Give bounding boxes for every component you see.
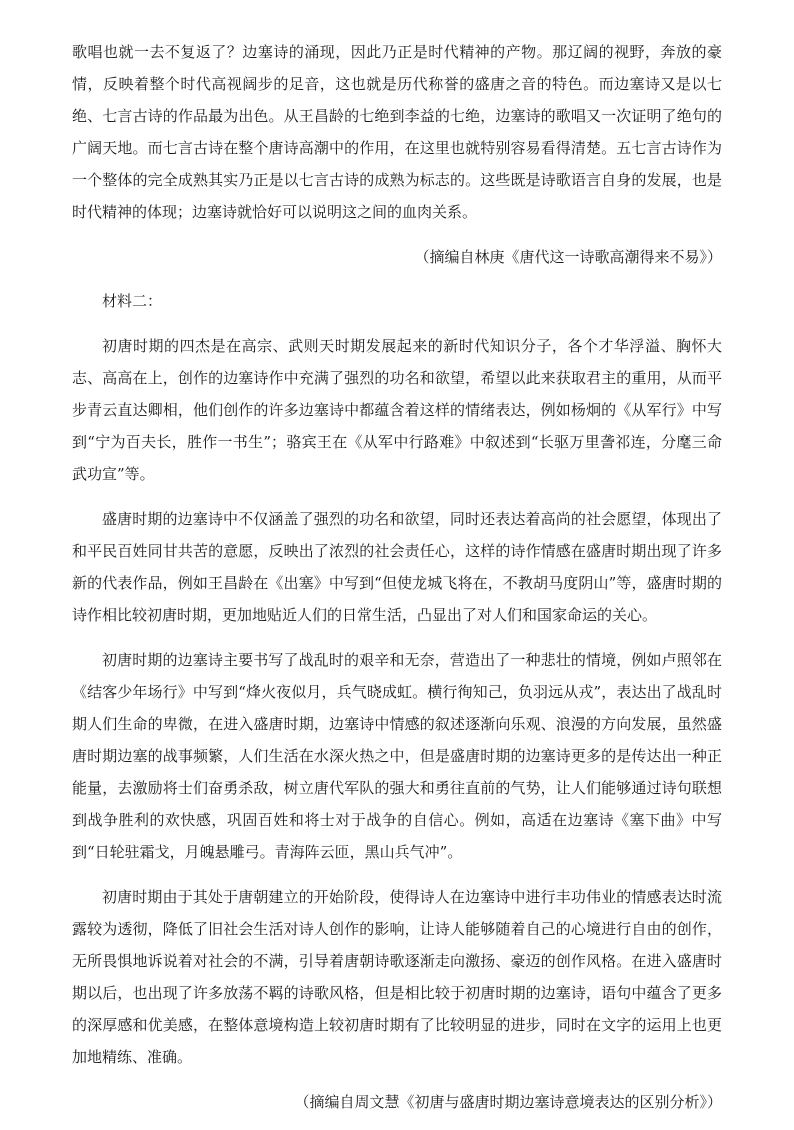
material2-source: （摘编自周文慧《初唐与盛唐时期边塞诗意境表达的区别分析》） xyxy=(294,1093,722,1111)
material2-paragraph-1: 初唐时期的四杰是在高宗、武则天时期发展起来的新时代知识分子，各个才华浮溢、胸怀大志、高高在上，创作的边塞诗作中充满了强烈的功名和欲望，希望以此来获取君主的重用，从而平步青云直达卿相，他们创作的许多边塞诗中都蕴含着这样的情绪表达，例如杨炯的《从军行》中写到“宁为百夫长，胜作一书生”；骆宾王在《从军中行路难》中叙述到“长驱万里詟祁连，分麾三命武功宣”等。 xyxy=(72,337,722,483)
material2-paragraph-2: 盛唐时期的边塞诗中不仅涵盖了强烈的功名和欲望，同时还表达着高尚的社会愿望，体现出了和平民百姓同甘共苦的意愿，反映出了浓烈的社会责任心，这样的诗作情感在盛唐时期出现了许多新的代表作品，例如王昌龄在《出塞》中写到“但使龙城飞将在，不教胡马度阴山”等，盛唐时期的诗作相比较初唐时期，更加地贴近人们的日常生活，凸显出了对人们和国家命运的关心。 xyxy=(72,510,722,624)
material2-label: 材料二： xyxy=(102,292,163,310)
document-page xyxy=(72,36,722,1130)
material1-source: （摘编自林庚《唐代这一诗歌高潮得来不易》） xyxy=(414,248,722,266)
material2-paragraph-4: 初唐时期由于其处于唐朝建立的开始阶段，使得诗人在边塞诗中进行丰功伟业的情感表达时流露较为透彻，降低了旧社会生活对诗人创作的影响，让诗人能够随着自己的心境进行自由的创作，无所畏惧地诉说着对社会的不满，引导着唐朝诗歌逐渐走向激扬、豪迈的创作风格。在进入盛唐时期以后，也出现了许多放荡不羁的诗歌风格，但是相比较于初唐时期的边塞诗，语句中蕴含了更多的深厚感和优美感，在整体意境构造上较初唐时期有了比较明显的进步，同时在文字的运用上也更加地精练、准确。 xyxy=(72,888,722,1066)
material1-paragraph: 歌唱也就一去不复返了？边塞诗的涌现，因此乃正是时代精神的产物。那辽阔的视野，奔放的豪情，反映着整个时代高视阔步的足音，这也就是历代称誉的盛唐之音的特色。而边塞诗又是以七绝、七言古诗的作品最为出色。从王昌龄的七绝到李益的七绝，边塞诗的歌唱又一次证明了绝句的广阔天地。而七言古诗在整个唐诗高潮中的作用，在这里也就特别容易看得清楚。五七言古诗作为一个整体的完全成熟其实乃正是以七言古诗的成熟为标志的。这些既是诗歌语言自身的发展，也是时代精神的体现；边塞诗就恰好可以说明这之间的血肉关系。 xyxy=(72,43,722,221)
material2-paragraph-3: 初唐时期的边塞诗主要书写了战乱时的艰辛和无奈，营造出了一种悲壮的情境，例如卢照邻在《结客少年场行》中写到“烽火夜似月，兵气晓成虹。横行徇知己，负羽远从戎”，表达出了战乱时期人们生命的卑微，在进入盛唐时期，边塞诗中情感的叙述逐渐向乐观、浪漫的方向发展，虽然盛唐时期边塞的战事频繁，人们生活在水深火热之中，但是盛唐时期的边塞诗更多的是传达出一种正能量，去激励将士们奋勇杀敌，树立唐代军队的强大和勇往直前的气势，让人们能够通过诗句联想到战争胜利的欢快感，巩固百姓和将士对于战争的自信心。例如，高适在边塞诗《塞下曲》中写到“日轮驻霜戈，月魄悬雕弓。青海阵云匝，黑山兵气冲”。 xyxy=(72,651,722,861)
